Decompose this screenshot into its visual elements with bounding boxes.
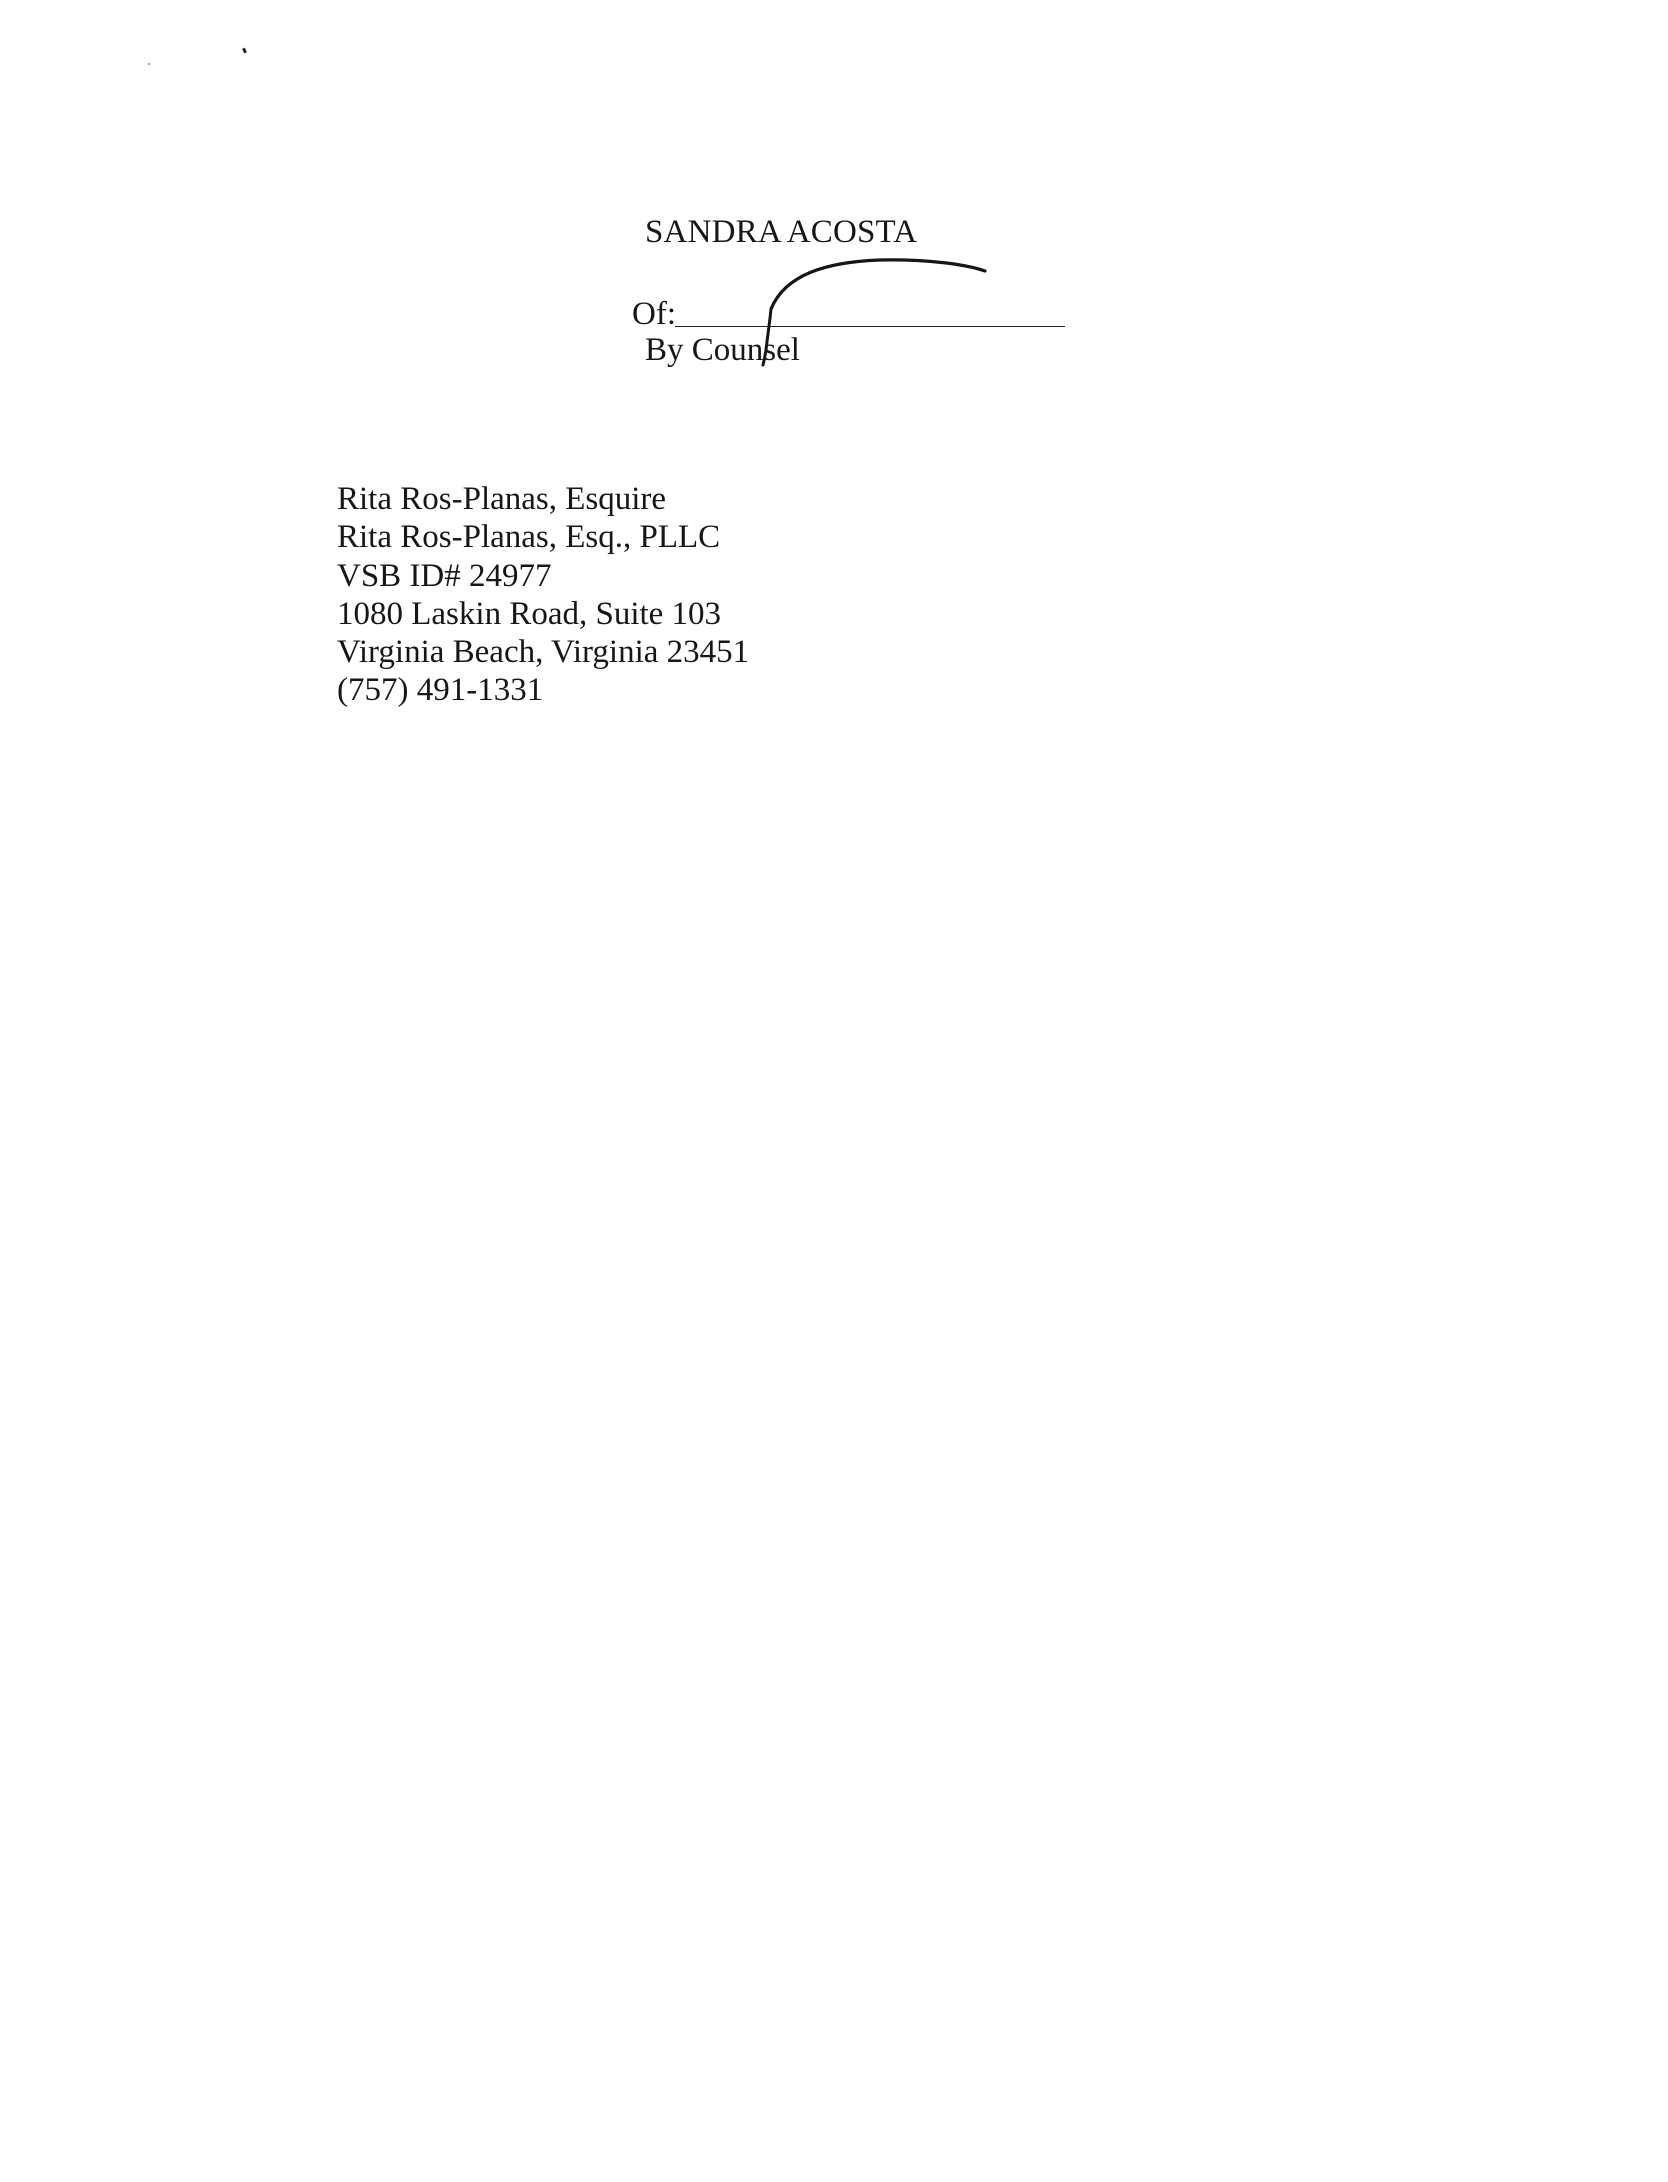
scan-speck — [242, 48, 247, 54]
attorney-contact-block — [337, 480, 749, 710]
by-counsel-label: By Counsel — [645, 332, 800, 368]
attorney-name: Rita Ros-Planas, Esquire — [337, 481, 667, 517]
scan-speck — [148, 63, 150, 65]
phone-number: (757) 491-1331 — [337, 672, 544, 709]
law-firm-name: Rita Ros-Planas, Esq., PLLC — [337, 519, 721, 556]
bar-id: VSB ID# 24977 — [337, 557, 552, 594]
signature-line — [675, 326, 1065, 327]
street-address: 1080 Laskin Road, Suite 103 — [337, 595, 722, 632]
of-label: Of: — [632, 296, 676, 332]
client-name: SANDRA ACOSTA — [645, 214, 918, 250]
city-state-zip: Virginia Beach, Virginia 23451 — [337, 634, 750, 671]
